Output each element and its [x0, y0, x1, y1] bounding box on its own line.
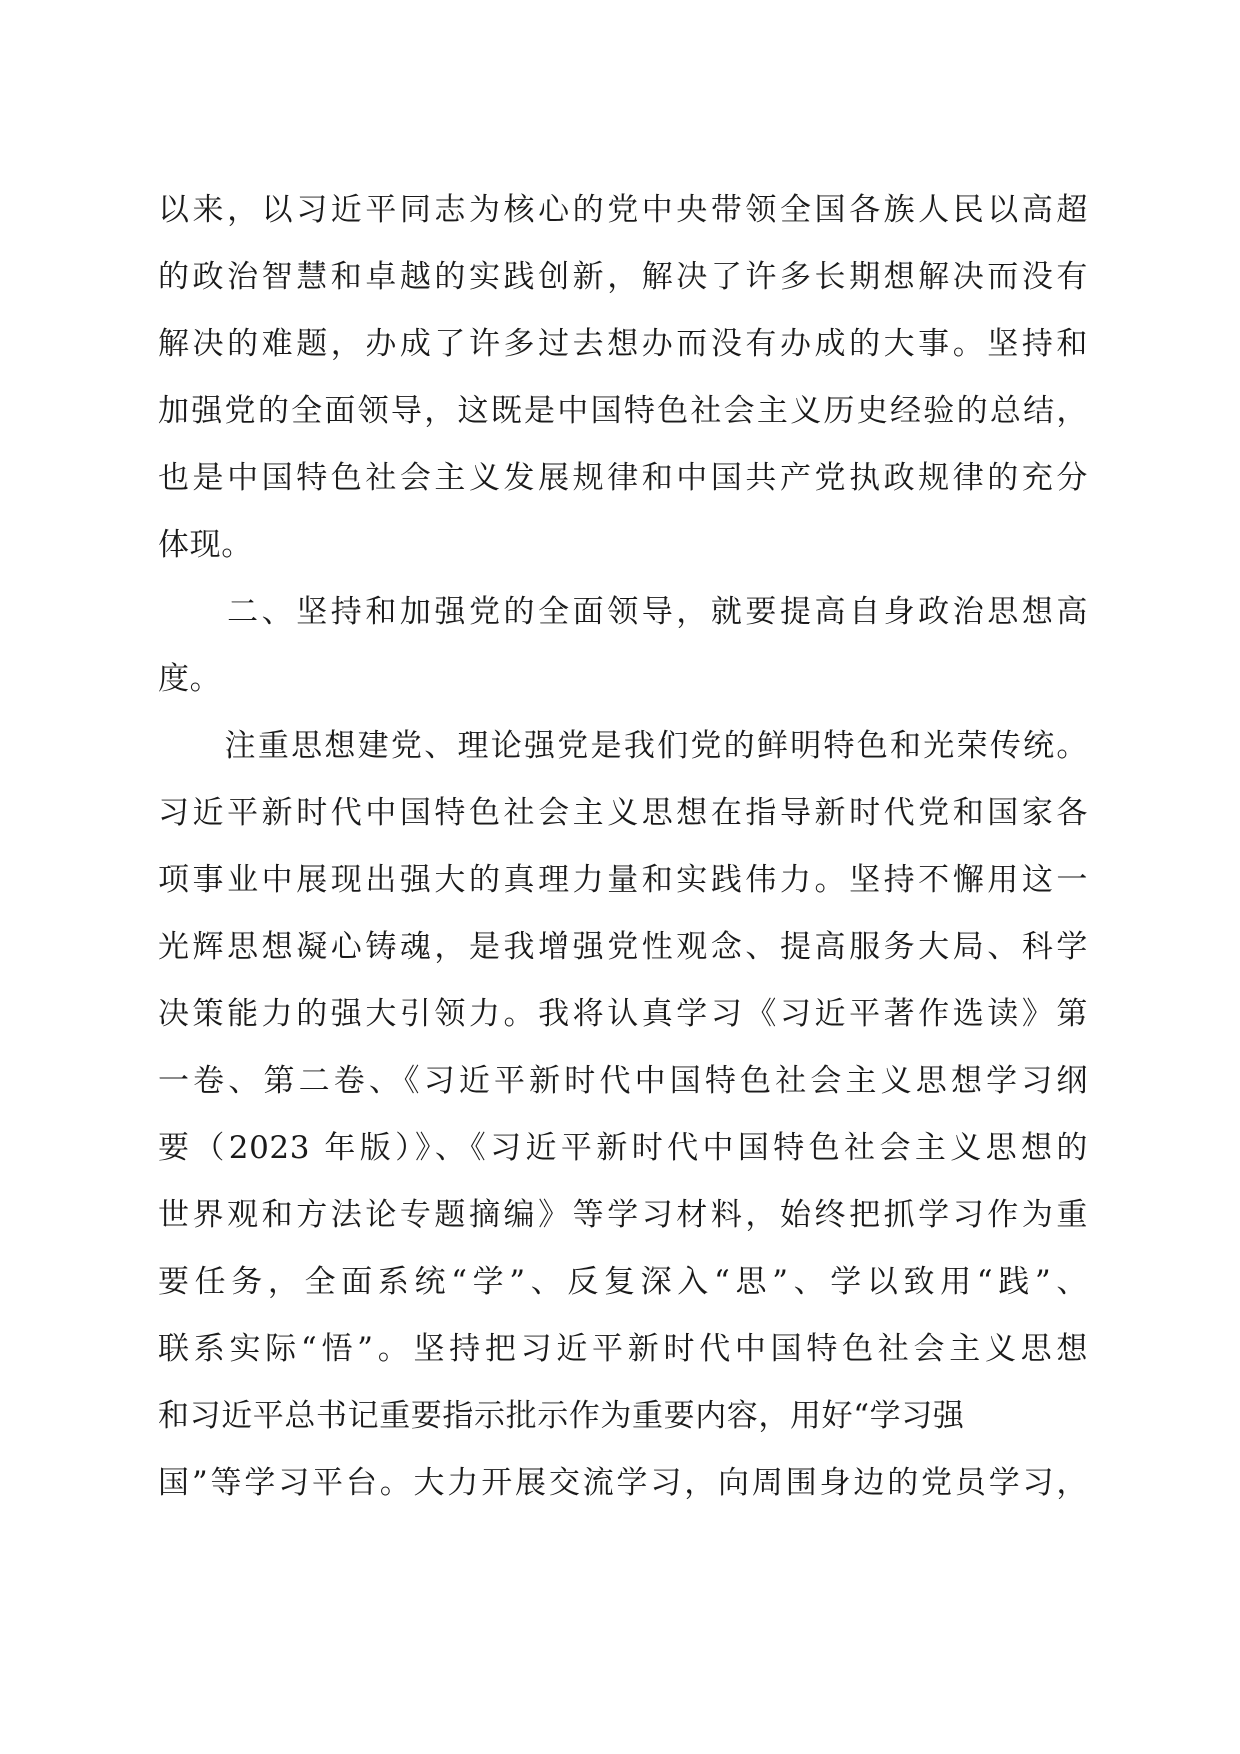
- text-line: 解决的难题，办成了许多过去想办而没有办成的大事。坚持和: [158, 326, 1088, 362]
- text-line: 一卷、第二卷、《习近平新时代中国特色社会主义思想学习纲: [158, 1063, 1088, 1099]
- text-line: 联系实际“悟”。坚持把习近平新时代中国特色社会主义思想: [158, 1331, 1088, 1367]
- text-line: 光辉思想凝心铸魂，是我增强党性观念、提高服务大局、科学: [158, 929, 1088, 965]
- body-text: [158, 190, 1088, 1530]
- text-line: 注重思想建党、理论强党是我们党的鲜明特色和光荣传统。: [158, 728, 1088, 764]
- text-line: 决策能力的强大引领力。我将认真学习《习近平著作选读》第: [158, 996, 1088, 1032]
- text-line: 要任务，全面系统“学”、反复深入“思”、学以致用“践”、: [158, 1264, 1088, 1300]
- text-line: 项事业中展现出强大的真理力量和实践伟力。坚持不懈用这一: [158, 862, 1088, 898]
- text-line: 和习近平总书记重要指示批示作为重要内容，用好“学习强: [158, 1398, 965, 1434]
- section-heading-line: 二、坚持和加强党的全面领导，就要提高自身政治思想高: [158, 594, 1088, 630]
- text-line: 也是中国特色社会主义发展规律和中国共产党执政规律的充分: [158, 460, 1088, 496]
- text-line: 世界观和方法论专题摘编》等学习材料，始终把抓学习作为重: [158, 1197, 1088, 1233]
- text-line: 习近平新时代中国特色社会主义思想在指导新时代党和国家各: [158, 795, 1088, 831]
- text-line: 体现。: [158, 527, 253, 563]
- text-line: 的政治智慧和卓越的实践创新，解决了许多长期想解决而没有: [158, 259, 1088, 295]
- text-line: 要（2023 年版）》、《习近平新时代中国特色社会主义思想的: [158, 1130, 1088, 1166]
- text-line: 加强党的全面领导，这既是中国特色社会主义历史经验的总结，: [158, 393, 1088, 429]
- text-line: 以来，以习近平同志为核心的党中央带领全国各族人民以高超: [158, 192, 1088, 228]
- section-heading-line: 度。: [158, 661, 222, 697]
- text-line: 国”等学习平台。大力开展交流学习，向周围身边的党员学习，: [158, 1465, 1088, 1501]
